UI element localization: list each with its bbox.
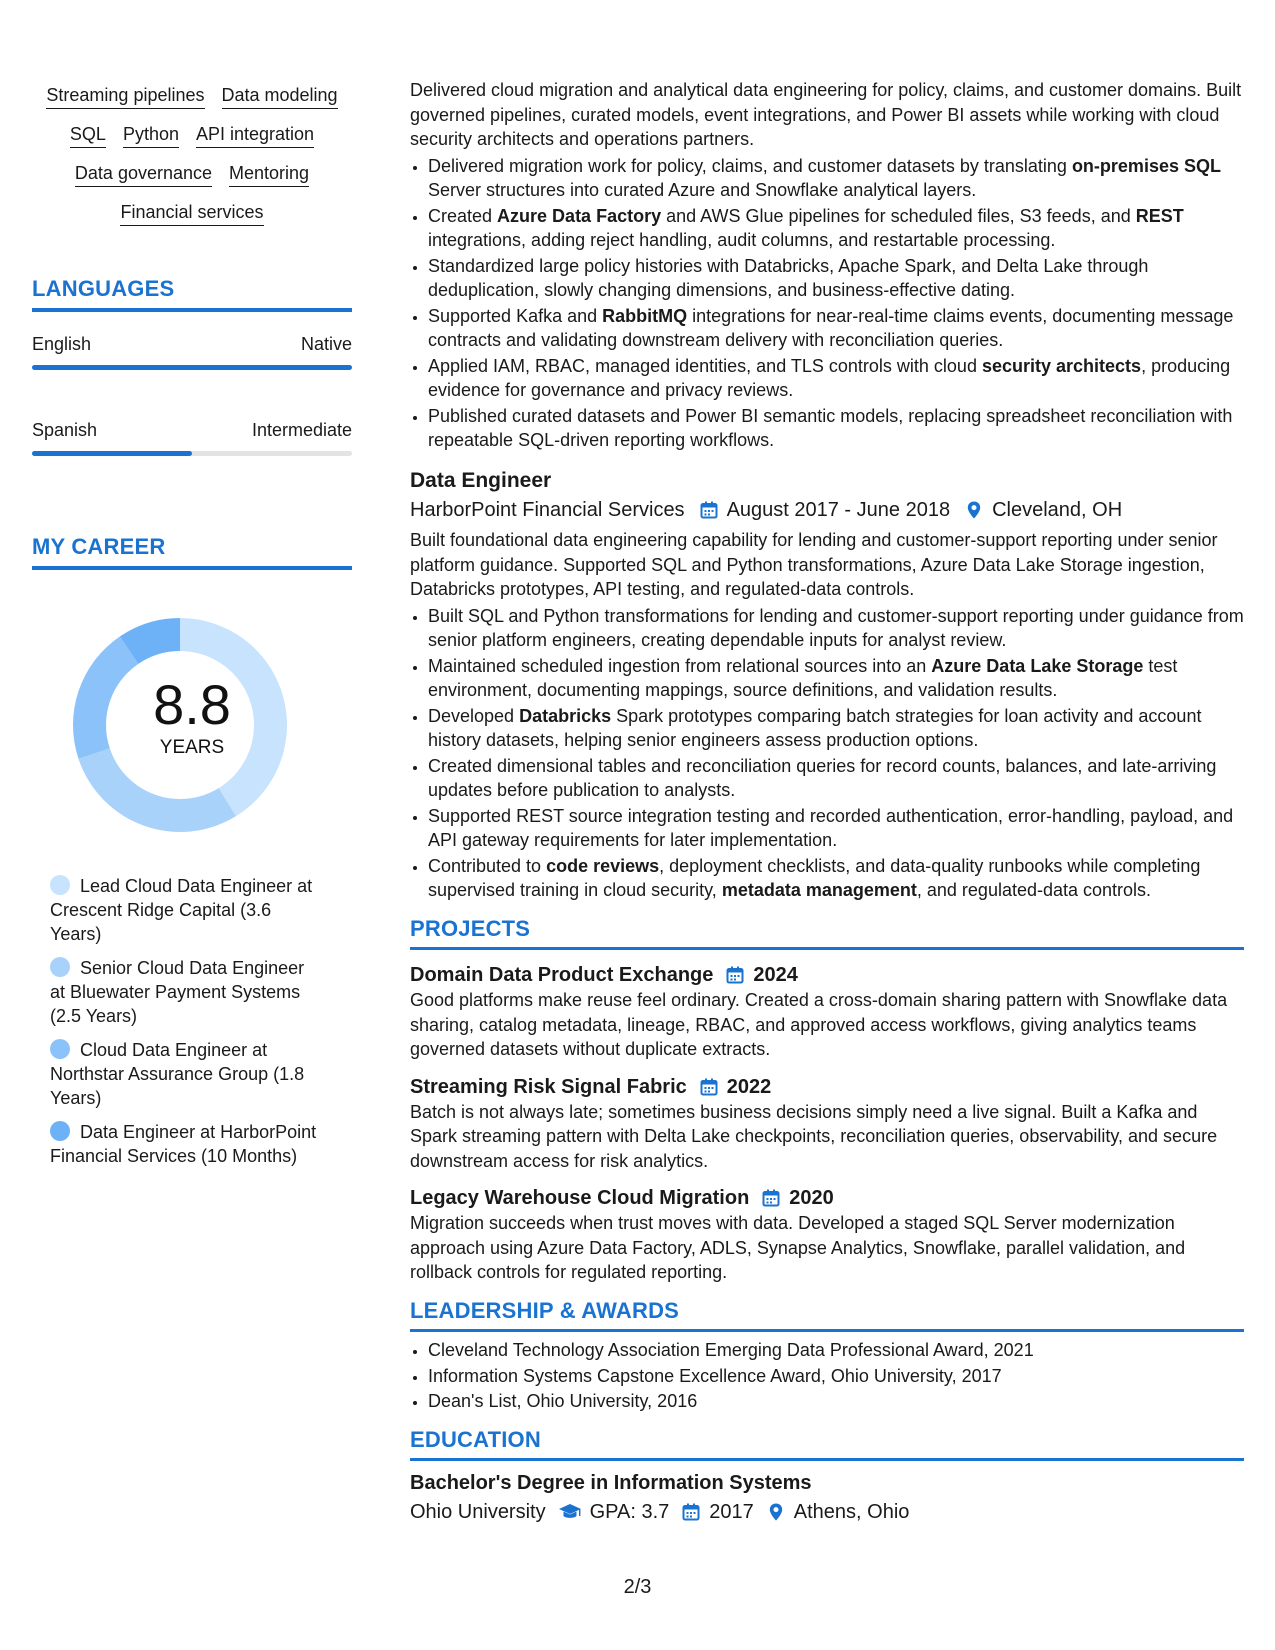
job-location: Cleveland, OH — [992, 498, 1123, 521]
skill-tag: Financial services — [120, 201, 263, 226]
location-pin-icon — [964, 500, 984, 520]
project-title-row — [410, 962, 1244, 988]
calendar-icon — [725, 965, 745, 985]
career-section — [32, 534, 352, 1168]
donut-segment — [79, 748, 236, 832]
left-column — [32, 84, 352, 1178]
awards-section — [410, 1299, 1244, 1414]
project-description: Migration succeeds when trust moves with data. Developed a staged SQL Server modernization approach using Azure Data Factory, ADLS, Synapse Analytics, Snowflake, parallel validation, and rollback controls for regulated reporting. — [410, 1213, 1186, 1282]
language-bar-fill — [32, 365, 352, 370]
legend-label: Cloud Data Engineer at Northstar Assurance Group (1.8 Years) — [50, 1040, 305, 1108]
skill-tag: Mentoring — [229, 162, 309, 187]
section-heading-projects: PROJECTS — [410, 915, 531, 941]
job-summary: Delivered cloud migration and analytical data engineering for policy, claims, and customer domains. Built governed pipelines, curated models, event integrations, and Power BI assets while working with cloud security architects and operations partners. — [410, 80, 1242, 149]
education-location: Athens, Ohio — [793, 1500, 910, 1523]
language-bar — [32, 451, 352, 456]
languages-section — [32, 276, 352, 456]
section-heading-career: MY CAREER — [32, 534, 166, 559]
job-summary: Built foundational data engineering capability for lending and customer-support reporting under senior platform guidance. Supported SQL and Python transformations, Azure Data Lake Storage ingestion, Databricks prototypes, API testing, and regulated-data controls. — [410, 530, 1218, 599]
calendar-icon — [681, 1502, 701, 1522]
job-bullet: • Supported REST source integration testing and recorded authentication, error-handling, payload, and API gateway requirements for later implementation. — [428, 804, 1244, 853]
education-meta — [410, 1500, 1244, 1525]
job-title: Data Engineer — [410, 468, 552, 492]
skill-tag: Data governance — [75, 162, 212, 187]
project-year: 2022 — [726, 1075, 772, 1098]
language-bar — [32, 365, 352, 370]
calendar-icon — [699, 500, 719, 520]
skill-tag: Data modeling — [222, 84, 338, 109]
legend-item — [50, 1120, 320, 1168]
language-row-spanish — [32, 420, 352, 441]
skill-tag: Streaming pipelines — [46, 84, 204, 109]
project-year: 2020 — [789, 1187, 834, 1209]
section-rule — [410, 1329, 1244, 1332]
legend-label: Senior Cloud Data Engineer at Bluewater Payment Systems (2.5 Years) — [50, 958, 305, 1026]
skill-tag: API integration — [196, 123, 314, 148]
project-description: Batch is not always late; sometimes business decisions simply need a live signal. Built a Kafka and Spark streaming pattern with Delta Lake checkpoints, reconciliation queries, observability, and secure downstream access for risk analytics. — [410, 1101, 1218, 1171]
awards-list — [410, 1338, 1244, 1414]
right-column — [410, 78, 1244, 1524]
project-title-row — [410, 1185, 1244, 1211]
education-section — [410, 1428, 1244, 1525]
projects-section — [410, 917, 1244, 1285]
job-bullet: • Published curated datasets and Power BI semantic models, replacing spreadsheet reconciliation with repeatable SQL-driven reporting workflows. — [428, 404, 1244, 453]
project-description: Good platforms make reuse feel ordinary. Created a cross-domain sharing pattern with Snowflake data sharing, catalog metadata, lineage, RBAC, and approved access workflows, giving analytics teams governed datasets without duplicate extracts. — [410, 990, 1228, 1059]
award-item: • Dean's List, Ohio University, 2016 — [428, 1389, 1244, 1414]
job-dates: August 2017 - June 2018 — [726, 498, 951, 521]
legend-item — [50, 1038, 320, 1110]
project-title: Streaming Risk Signal Fabric — [410, 1075, 687, 1098]
legend-item — [50, 956, 320, 1028]
award-item: • Information Systems Capstone Excellence Award, Ohio University, 2017 — [428, 1364, 1244, 1389]
language-name: Spanish — [32, 420, 98, 440]
language-level: Native — [300, 334, 352, 354]
calendar-icon — [699, 1077, 719, 1097]
job-bullet: • Maintained scheduled ingestion from relational sources into an Azure Data Lake Storage test environment, documenting mappings, source definitions, and validation results. — [428, 654, 1244, 703]
job-bullet: • Supported Kafka and RabbitMQ integrations for near-real-time claims events, documenting message contracts and validating downstream delivery with reconciliation queries. — [428, 304, 1244, 353]
job-bullet: • Delivered migration work for policy, claims, and customer datasets by translating on-premises SQL Server structures into curated Azure and Snowflake analytical layers. — [428, 154, 1244, 203]
skills-list — [32, 84, 352, 226]
legend-dot — [50, 1039, 70, 1059]
education-gpa: GPA: 3.7 — [589, 1500, 670, 1523]
job-bullet: • Contributed to code reviews, deployment checklists, and data-quality runbooks while completing supervised training in cloud security, metadata management, and regulated-data controls. — [428, 854, 1244, 903]
section-rule — [410, 1458, 1244, 1461]
legend-item — [50, 874, 320, 946]
job-bullet: • Standardized large policy histories with Databricks, Apache Spark, and Delta Lake through deduplication, slowly changing dimensions, and business-effective dating. — [428, 254, 1244, 303]
language-name: English — [32, 334, 92, 354]
section-heading-education: EDUCATION — [410, 1426, 541, 1452]
job-bullets — [410, 154, 1244, 453]
job-company: HarborPoint Financial Services — [410, 498, 685, 521]
skill-tag: SQL — [70, 123, 106, 148]
career-donut-chart — [32, 610, 352, 840]
career-legend — [32, 874, 320, 1168]
language-bar-fill — [32, 451, 192, 456]
job-bullet: • Built SQL and Python transformations for lending and customer-support reporting under guidance from senior platform engineers, creating dependable inputs for analyst review. — [428, 604, 1244, 653]
language-row-english — [32, 334, 352, 355]
job-bullet: • Applied IAM, RBAC, managed identities, and TLS controls with cloud security architects, producing evidence for governance and privacy reviews. — [428, 354, 1244, 403]
language-level: Intermediate — [251, 420, 352, 440]
skill-tag: Python — [123, 123, 179, 148]
legend-dot — [50, 875, 70, 895]
project-year: 2024 — [753, 964, 798, 986]
job-bullet: • Created Azure Data Factory and AWS Glue pipelines for scheduled files, S3 feeds, and REST integrations, adding reject handling, audit columns, and restartable processing. — [428, 204, 1244, 253]
page-number: 2/3 — [623, 1576, 652, 1598]
job-bullet: • Developed Databricks Spark prototypes comparing batch strategies for loan activity and account history datasets, helping senior engineers assess production options. — [428, 704, 1244, 753]
project-title-row — [410, 1074, 1244, 1100]
education-year: 2017 — [709, 1500, 754, 1523]
section-rule — [32, 566, 352, 570]
education-school: Ohio University — [410, 1500, 546, 1523]
job-bullet: • Created dimensional tables and reconciliation queries for record counts, balances, and late-arriving updates before publication to analysts. — [428, 754, 1244, 803]
legend-label: Lead Cloud Data Engineer at Crescent Ridge Capital (3.6 Years) — [50, 876, 313, 944]
award-item: • Cleveland Technology Association Emerging Data Professional Award, 2021 — [428, 1338, 1244, 1363]
job-meta — [410, 498, 1244, 523]
career-total-years: 8.8 — [153, 673, 231, 736]
section-rule — [32, 308, 352, 312]
project-title: Domain Data Product Exchange — [410, 964, 714, 986]
career-years-label: YEARS — [159, 737, 225, 758]
section-heading-languages: LANGUAGES — [32, 276, 175, 301]
section-heading-awards: LEADERSHIP & AWARDS — [410, 1297, 680, 1323]
legend-dot — [50, 1121, 70, 1141]
location-pin-icon — [766, 1502, 786, 1522]
graduation-cap-icon — [558, 1502, 582, 1522]
section-rule — [410, 947, 1244, 950]
legend-label: Data Engineer at HarborPoint Financial Services (10 Months) — [50, 1122, 317, 1166]
legend-dot — [50, 957, 70, 977]
education-degree: Bachelor's Degree in Information Systems — [410, 1472, 812, 1494]
project-title: Legacy Warehouse Cloud Migration — [410, 1187, 750, 1209]
calendar-icon — [761, 1188, 781, 1208]
job-bullets — [410, 604, 1244, 903]
